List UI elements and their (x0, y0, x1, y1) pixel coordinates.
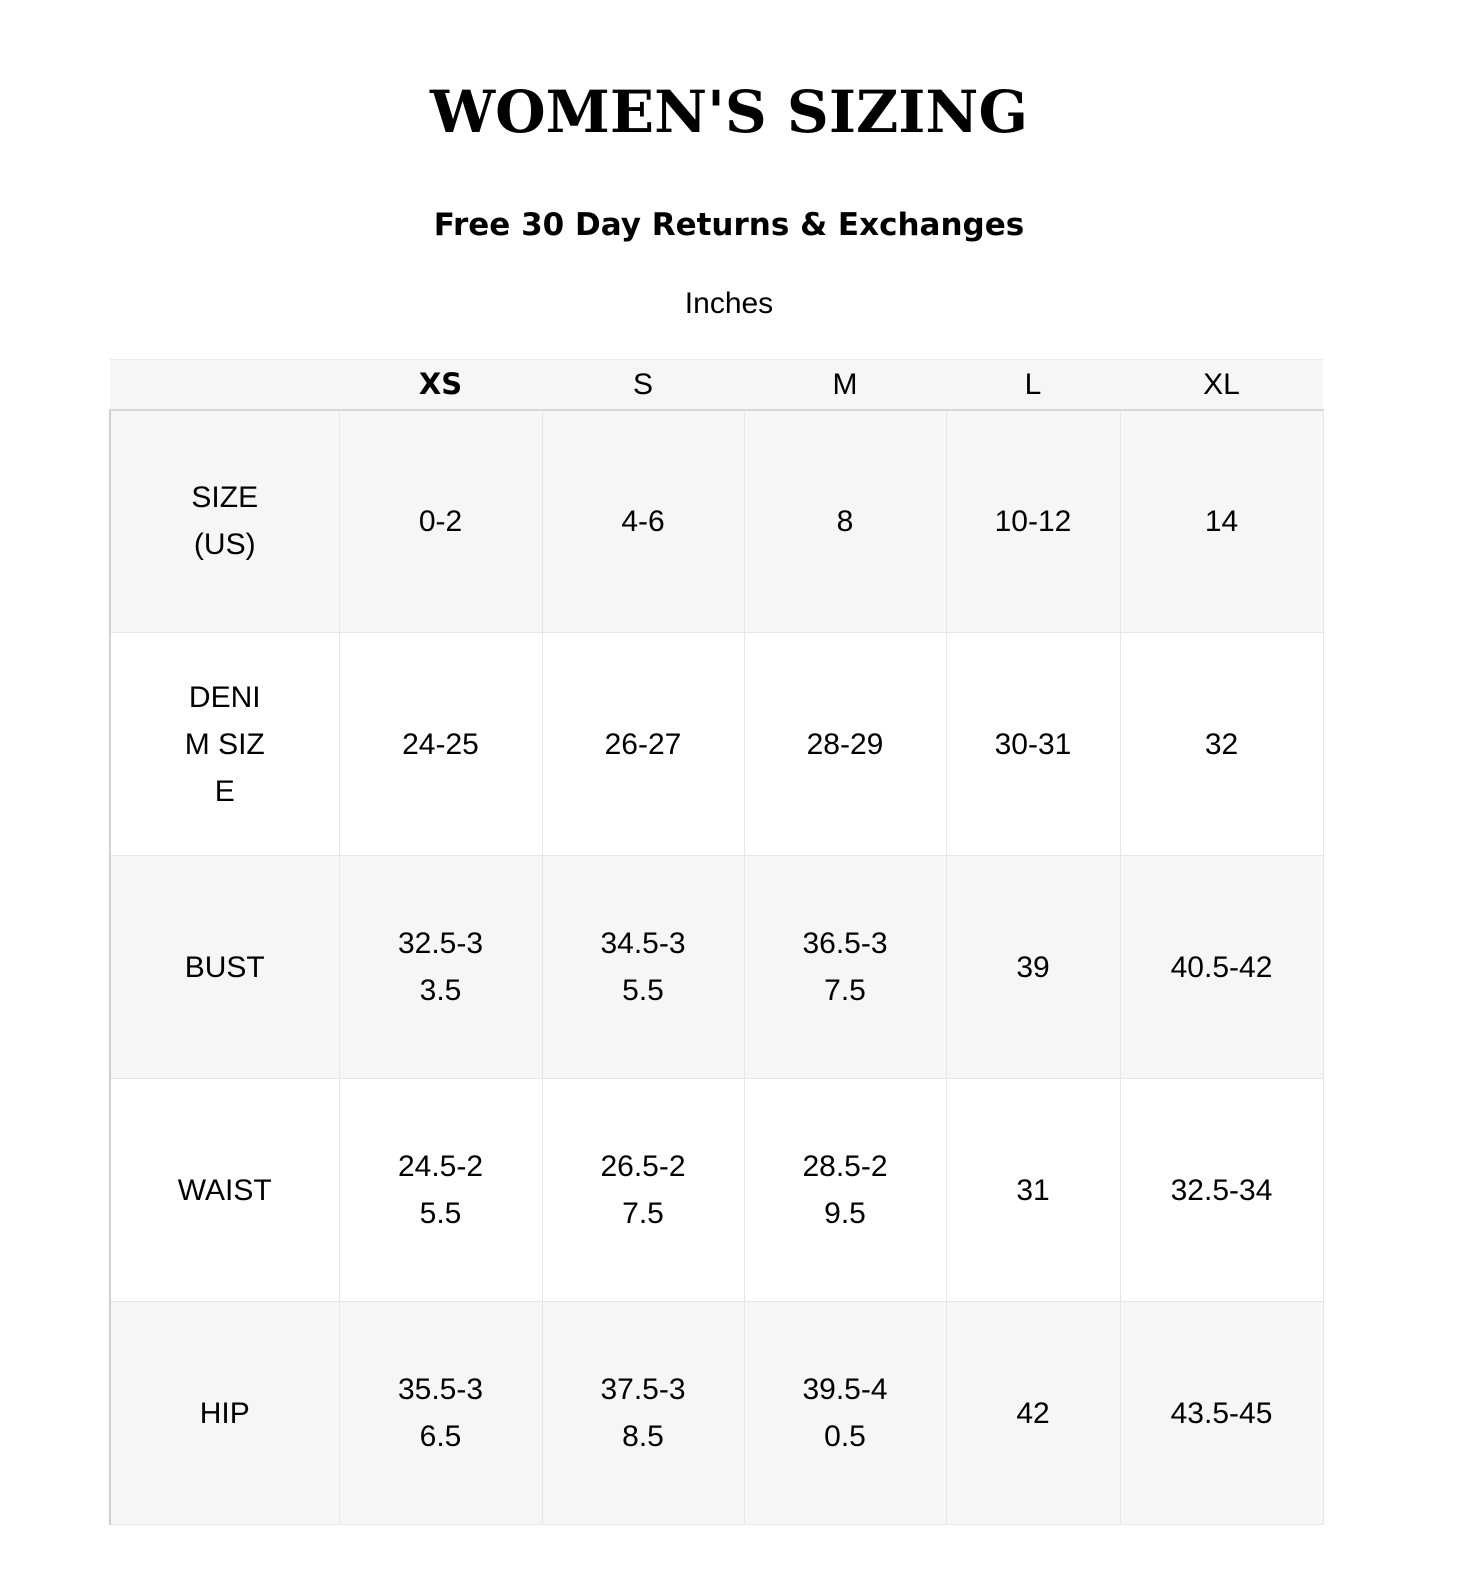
table-row-waist (110, 1079, 1323, 1302)
row-label-cell (110, 1079, 339, 1302)
table-cell (1120, 410, 1323, 633)
table-cell (946, 856, 1120, 1079)
cell-value: 14 (1204, 504, 1239, 538)
header-size-xl: XL (1120, 360, 1323, 410)
table-cell (339, 1302, 542, 1525)
row-label-cell (110, 410, 339, 633)
table-row-hip (110, 1302, 1323, 1525)
cell-value: 32.5-33.5 (397, 927, 484, 1007)
cell-value: 43.5-45 (1170, 1396, 1273, 1430)
returns-subtitle: Free 30 Day Returns & Exchanges (433, 207, 1025, 243)
cell-value: 39 (1016, 950, 1050, 984)
cell-value: 28-29 (806, 727, 884, 761)
row-label: WAIST (177, 1173, 272, 1207)
table-cell (1120, 856, 1323, 1079)
cell-value: 26.5-27.5 (600, 1150, 686, 1230)
cell-value: 37.5-38.5 (600, 1373, 686, 1453)
table-cell (744, 1302, 946, 1525)
table-cell (339, 856, 542, 1079)
row-label: HIP (199, 1396, 250, 1430)
cell-value: 30-31 (994, 727, 1072, 761)
table-cell (946, 633, 1120, 856)
cell-value: 40.5-42 (1170, 950, 1273, 984)
table-cell (1120, 633, 1323, 856)
unit-label: Inches (684, 287, 774, 320)
table-row-size-us (110, 410, 1323, 633)
cell-value: 28.5-29.5 (802, 1150, 888, 1230)
cell-value: 34.5-35.5 (600, 927, 686, 1007)
row-label: BUST (184, 950, 265, 984)
header-size-l: L (946, 360, 1120, 410)
table-cell (946, 410, 1120, 633)
table-cell (542, 1302, 744, 1525)
table-cell (946, 1079, 1120, 1302)
header-size-xs: XS (339, 360, 542, 410)
cell-value: 35.5-36.5 (397, 1373, 484, 1453)
header-size-m: M (744, 360, 946, 410)
cell-value: 4-6 (621, 504, 665, 538)
table-row-bust (110, 856, 1323, 1079)
cell-value: 31 (1016, 1173, 1050, 1207)
table-cell (339, 410, 542, 633)
row-label: SIZE (US) (191, 481, 259, 562)
table-header-row (110, 360, 1323, 410)
row-label-cell (110, 856, 339, 1079)
cell-value: 24.5-25.5 (397, 1150, 484, 1230)
row-label: DENIM SIZE (184, 680, 265, 808)
size-chart-table (109, 359, 1324, 1525)
cell-value: 10-12 (994, 504, 1072, 538)
cell-value: 36.5-37.5 (802, 927, 888, 1007)
row-label-cell (110, 1302, 339, 1525)
table-cell (1120, 1079, 1323, 1302)
table-cell (542, 633, 744, 856)
header-corner-cell (110, 360, 339, 410)
row-label-cell (110, 633, 339, 856)
table-row-denim-size (110, 633, 1323, 856)
page-title: WOMEN'S SIZING (430, 78, 1028, 146)
table-cell (744, 856, 946, 1079)
cell-value: 0-2 (418, 504, 463, 538)
cell-value: 8 (836, 504, 854, 538)
table-cell (542, 410, 744, 633)
table-cell (744, 1079, 946, 1302)
table-cell (946, 1302, 1120, 1525)
table-cell (744, 410, 946, 633)
cell-value: 39.5-40.5 (802, 1373, 888, 1453)
header-size-s: S (542, 360, 744, 410)
table-cell (1120, 1302, 1323, 1525)
cell-value: 24-25 (402, 727, 479, 761)
table-cell (339, 1079, 542, 1302)
cell-value: 26-27 (604, 727, 682, 761)
table-cell (744, 633, 946, 856)
cell-value: 32 (1204, 727, 1239, 761)
cell-value: 32.5-34 (1170, 1173, 1273, 1207)
table-cell (339, 633, 542, 856)
table-cell (542, 856, 744, 1079)
cell-value: 42 (1016, 1396, 1050, 1430)
table-cell (542, 1079, 744, 1302)
